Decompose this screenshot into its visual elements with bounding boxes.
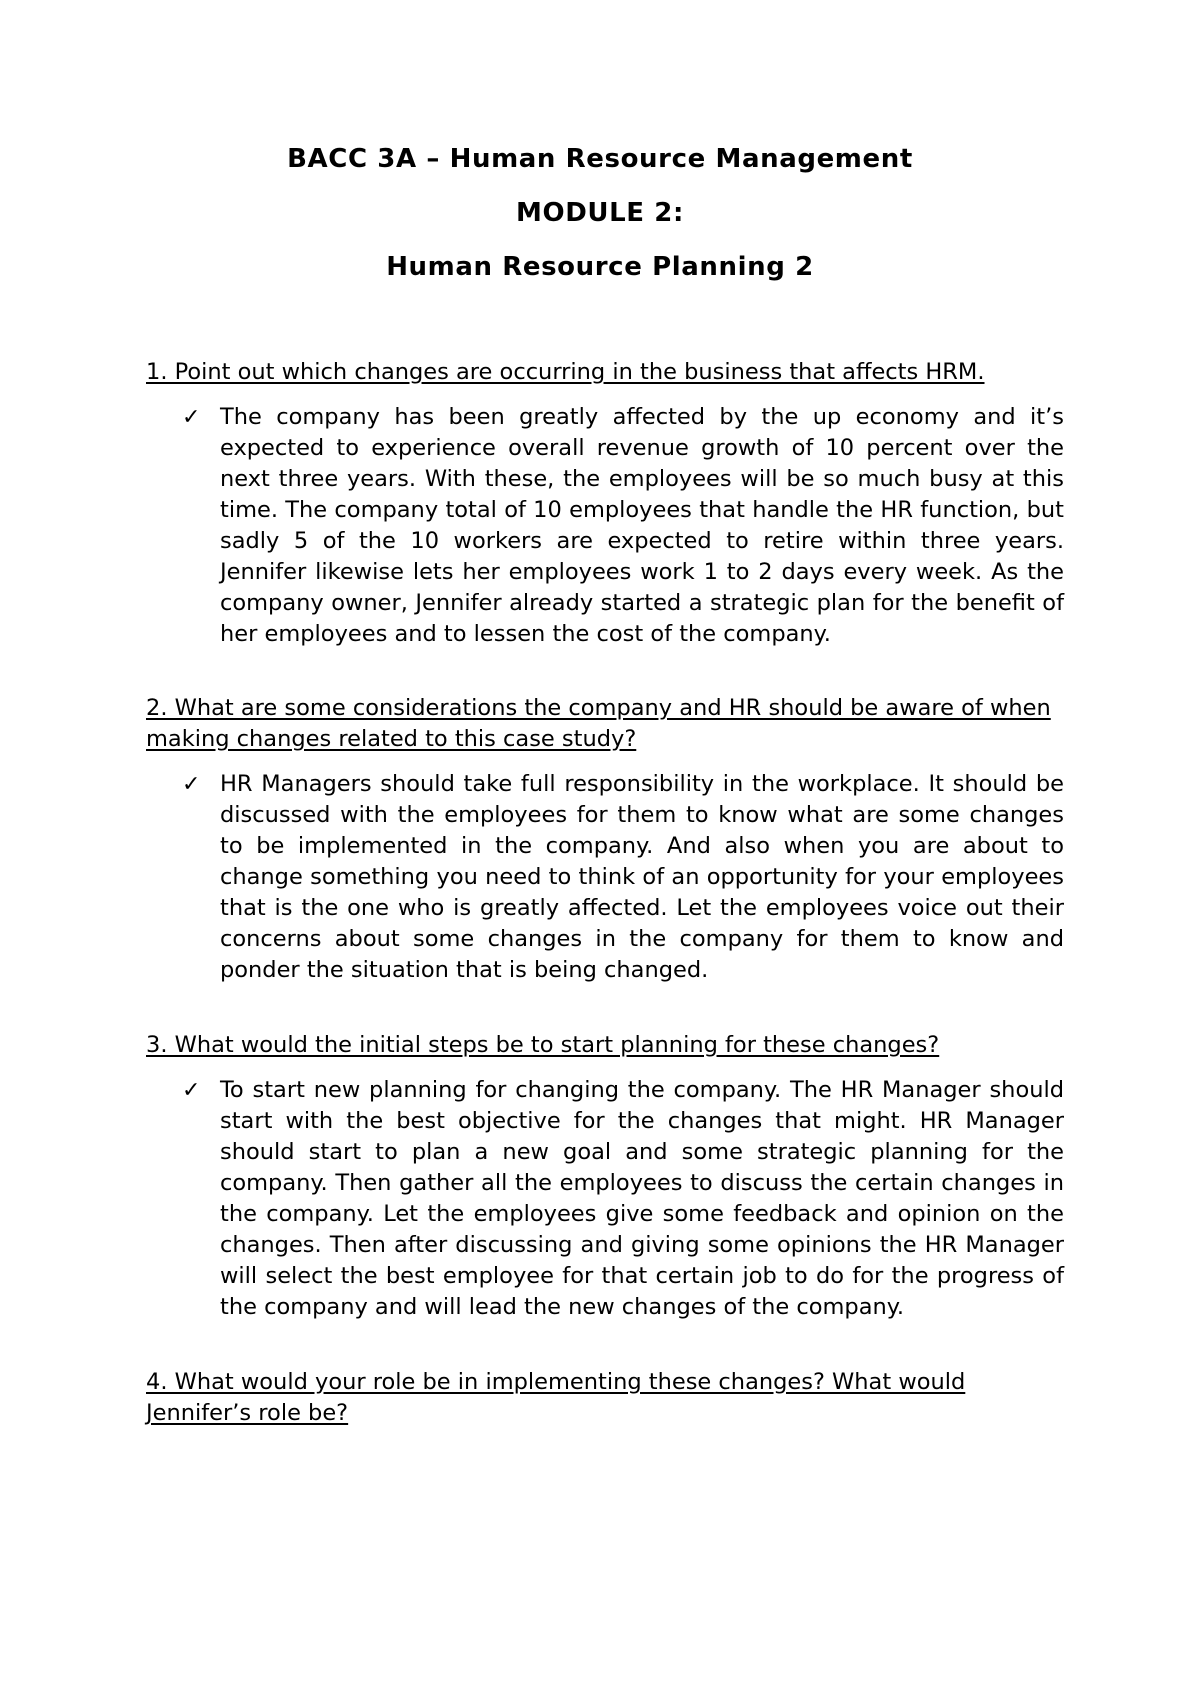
question-2: 2. What are some considerations the company and HR should be aware of when making changes related to this case study?: [146, 695, 1051, 752]
answer-3-text: To start new planning for changing the company. The HR Manager should start with the best objective for the changes that might. HR Manager should start to plan a new goal and some strategic planning for the company. Then gather all the employees to discuss the certain changes in the company. Let the employees give some feedback and opinion on the changes. Then after discussing and giving some opinions the HR Manager will select the best employee for that certain job to do for the progress of the company and will lead the new changes of the company.: [220, 1077, 1064, 1320]
course-title: BACC 3A – Human Resource Management: [287, 144, 913, 174]
answer-1-text: The company has been greatly affected by the up economy and it’s expected to experience overall revenue growth of 10 percent over the next three years. With these, the employees will be so much busy at this time. The company total of 10 employees that handle the HR function, but sadly 5 of the 10 workers are expected to retire within three years. Jennifer likewise lets her employees work 1 to 2 days every week. As the company owner, Jennifer already started a strategic plan for the benefit of her employees and to lessen the cost of the company.: [220, 404, 1064, 647]
document-body: [146, 357, 1064, 1429]
answer-3: [146, 1075, 1064, 1323]
answer-2-text: HR Managers should take full responsibility in the workplace. It should be discussed with the employees for them to know what are some changes to be implemented in the company. And also when you are about to change something you need to think of an opportunity for your employees that is the one who is greatly affected. Let the employees voice out their concerns about some changes in the company for them to know and ponder the situation that is being changed.: [220, 771, 1064, 983]
topic-heading: Human Resource Planning 2: [386, 252, 814, 282]
answer-2: [146, 769, 1064, 986]
check-icon: ✓: [182, 1078, 201, 1103]
answer-1: [146, 402, 1064, 650]
question-4: 4. What would your role be in implementing these changes? What would Jennifer’s role be?: [146, 1369, 966, 1426]
check-icon: ✓: [182, 772, 201, 797]
question-3: 3. What would the initial steps be to start planning for these changes?: [146, 1032, 940, 1058]
question-1: 1. Point out which changes are occurring in the business that affects HRM.: [146, 359, 985, 385]
check-icon: ✓: [182, 405, 201, 430]
module-heading: MODULE 2:: [516, 198, 684, 228]
document-header: [0, 142, 1200, 290]
